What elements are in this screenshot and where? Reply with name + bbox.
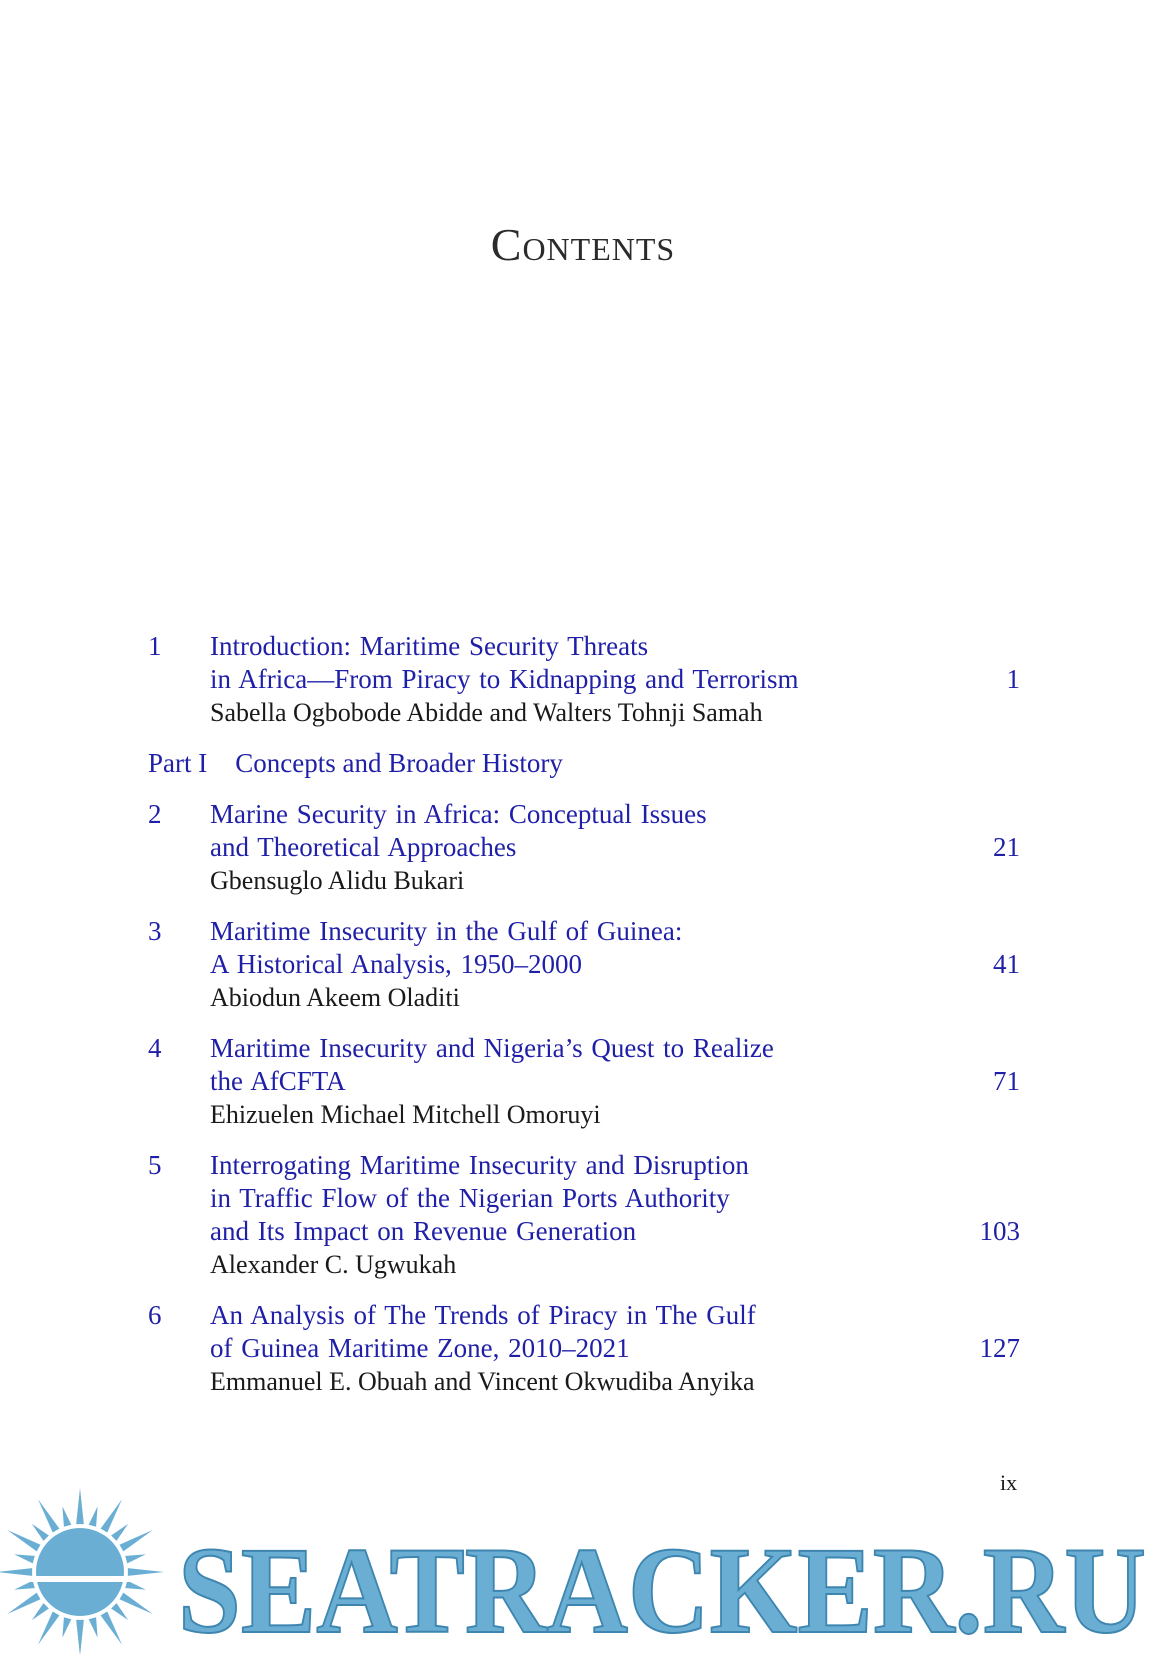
chapter-author: Alexander C. Ugwukah — [210, 1250, 457, 1279]
chapter-author: Sabella Ogbobode Abidde and Walters Tohnji Samah — [210, 698, 763, 727]
page-number[interactable]: 21 — [993, 832, 1020, 862]
chapter-number: 1 — [148, 631, 162, 661]
horizon-line — [30, 1576, 130, 1582]
toc-entry-2[interactable] — [148, 798, 1020, 897]
toc-entry-6[interactable] — [148, 1299, 1020, 1398]
sun-ray — [62, 1617, 71, 1637]
chapter-number: 4 — [148, 1033, 162, 1063]
chapter-title-line[interactable]: Introduction: Maritime Security Threats — [210, 631, 649, 661]
chapter-author: Ehizuelen Michael Mitchell Omoruyi — [210, 1100, 601, 1129]
part-heading[interactable] — [148, 747, 1020, 780]
sun-ray — [101, 1612, 122, 1645]
chapter-title-line[interactable]: Maritime Insecurity in the Gulf of Guinea: — [210, 916, 683, 946]
page-number[interactable]: 1 — [1006, 664, 1020, 694]
sun-logo-icon — [0, 1488, 164, 1654]
sun-ray — [32, 1603, 49, 1620]
chapter-author: Abiodun Akeem Oladiti — [210, 983, 460, 1012]
sun-ray — [120, 1530, 153, 1551]
sun-ray — [7, 1593, 40, 1614]
toc-entry-3[interactable] — [148, 915, 1020, 1014]
sun-ray — [0, 1568, 32, 1576]
chapter-title-line[interactable]: Maritime Insecurity and Nigeria’s Quest to Realize — [210, 1033, 774, 1063]
chapter-number: 6 — [148, 1300, 162, 1330]
chapter-author: Emmanuel E. Obuah and Vincent Okwudiba Anyika — [210, 1367, 755, 1396]
toc-entry-1[interactable] — [148, 630, 1020, 729]
sun-ray — [125, 1581, 145, 1590]
sun-ray — [89, 1506, 98, 1526]
part-title: Concepts and Broader History — [235, 748, 563, 778]
chapter-number: 2 — [148, 799, 162, 829]
chapter-title-line[interactable]: Marine Security in Africa: Conceptual Issues — [210, 799, 707, 829]
watermark-text: SEATRACKER.RU — [178, 1522, 1146, 1654]
page-number[interactable]: 71 — [993, 1066, 1020, 1096]
sun-ray — [120, 1593, 153, 1614]
chapter-title-line[interactable]: in Traffic Flow of the Nigerian Ports Authority — [210, 1183, 730, 1213]
sun-ray — [76, 1620, 84, 1654]
sun-ray — [111, 1603, 128, 1620]
sun-ray — [101, 1499, 122, 1532]
folio-page-number: ix — [1000, 1470, 1018, 1495]
sun-ray — [38, 1612, 59, 1645]
chapter-number: 3 — [148, 916, 162, 946]
sun-ray — [111, 1524, 128, 1541]
chapter-title-line[interactable]: the AfCFTA 71 — [210, 1066, 1020, 1096]
page-title: Contents — [490, 219, 676, 270]
sun-ray — [76, 1488, 84, 1524]
chapter-title-line[interactable]: An Analysis of The Trends of Piracy in The Gulf — [210, 1300, 756, 1330]
part-label: Part I — [148, 748, 208, 778]
chapter-title-line[interactable]: in Africa—From Piracy to Kidnapping and Terrorism 1 — [210, 664, 1020, 694]
chapter-title-line[interactable]: of Guinea Maritime Zone, 2010–2021 127 — [210, 1333, 1020, 1363]
chapter-number: 5 — [148, 1150, 162, 1180]
chapter-title-line[interactable]: and Theoretical Approaches 21 — [210, 832, 1020, 862]
sun-ray — [38, 1499, 59, 1532]
chapter-title-line[interactable]: A Historical Analysis, 1950–2000 41 — [210, 949, 1020, 979]
chapter-title-line[interactable]: and Its Impact on Revenue Generation 103 — [210, 1216, 1020, 1246]
sun-ray — [14, 1554, 34, 1563]
sun-ray — [128, 1568, 164, 1576]
page-number[interactable]: 41 — [993, 949, 1020, 979]
page-number[interactable]: 127 — [979, 1333, 1020, 1363]
chapter-author: Gbensuglo Alidu Bukari — [210, 866, 465, 895]
toc-entry-4[interactable] — [148, 1032, 1020, 1131]
chapter-title-line[interactable]: Interrogating Maritime Insecurity and Disruption — [210, 1150, 749, 1180]
sun-ray — [14, 1581, 34, 1590]
sun-ray — [7, 1530, 40, 1551]
toc-entry-5[interactable] — [148, 1149, 1020, 1281]
sun-ray — [62, 1506, 71, 1526]
page-number[interactable]: 103 — [979, 1216, 1020, 1246]
sun-ray — [32, 1524, 49, 1541]
sun-ray — [125, 1554, 145, 1563]
table-of-contents — [148, 630, 1020, 1416]
watermark — [0, 1480, 1166, 1654]
sun-ray — [89, 1617, 98, 1637]
